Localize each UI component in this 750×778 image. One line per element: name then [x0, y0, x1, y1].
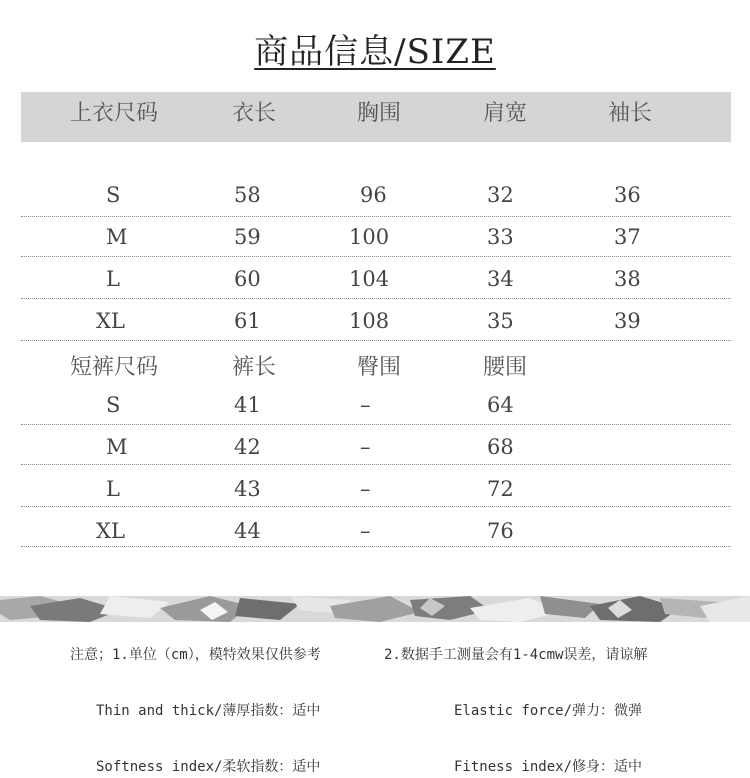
table-cell: L [106, 477, 120, 501]
table-cell: 108 [349, 309, 390, 333]
table-cell: 104 [349, 267, 390, 291]
table-cell: 76 [487, 519, 514, 543]
table-cell: S [106, 393, 121, 417]
row-divider [21, 506, 731, 507]
row-divider [21, 298, 731, 299]
table-cell: 64 [487, 393, 514, 417]
header-waist: 腰围 [483, 355, 528, 380]
header-chest: 胸围 [357, 101, 402, 126]
table-cell: 60 [234, 267, 261, 291]
table-cell: 72 [487, 477, 514, 501]
table-cell: 35 [487, 309, 514, 333]
header-length: 衣长 [232, 101, 277, 126]
header-hip: 臀围 [357, 355, 402, 380]
header-sleeve: 袖长 [608, 101, 653, 126]
header-top-size: 上衣尺码 [70, 101, 159, 126]
table-cell: M [106, 225, 128, 249]
camouflage-divider [0, 596, 750, 622]
header-shorts-size: 短裤尺码 [70, 355, 159, 380]
attr-thickness: Thin and thick/薄厚指数：适中 [96, 703, 321, 719]
table-cell: M [106, 435, 128, 459]
table-cell: S [106, 183, 121, 207]
table-cell: XL [96, 519, 125, 543]
table-cell: 96 [360, 183, 387, 207]
row-divider [21, 340, 731, 341]
attr-elastic: Elastic force/弹力：微弹 [454, 703, 643, 719]
table-cell: 61 [234, 309, 261, 333]
attr-softness: Softness index/柔软指数：适中 [96, 759, 321, 775]
table-cell: 37 [614, 225, 641, 249]
table-cell: 68 [487, 435, 514, 459]
table-cell: 58 [234, 183, 261, 207]
table-cell: – [360, 519, 371, 543]
table-cell: 36 [614, 183, 641, 207]
note-measurement-error: 2.数据手工测量会有1-4cmw误差，请谅解 [384, 647, 648, 663]
table-cell: 100 [349, 225, 390, 249]
table-cell: 42 [234, 435, 261, 459]
row-divider [21, 256, 731, 257]
table-cell: XL [96, 309, 125, 333]
table-cell: – [360, 393, 371, 417]
header-shoulder: 肩宽 [483, 101, 528, 126]
table-cell: – [360, 435, 371, 459]
page-title: 商品信息/SIZE [254, 32, 496, 72]
attr-fitness: Fitness index/修身：适中 [454, 759, 643, 775]
table-cell: 34 [487, 267, 514, 291]
table-cell: 43 [234, 477, 261, 501]
row-divider [21, 546, 731, 547]
table-cell: 33 [487, 225, 514, 249]
table-cell: L [106, 267, 120, 291]
table-cell: 44 [234, 519, 261, 543]
table-cell: 38 [614, 267, 641, 291]
table-cell: 41 [234, 393, 261, 417]
table-cell: 39 [614, 309, 641, 333]
row-divider [21, 424, 731, 425]
header-pants-length: 裤长 [232, 355, 277, 380]
table-cell: 32 [487, 183, 514, 207]
table-cell: 59 [234, 225, 261, 249]
row-divider [21, 216, 731, 217]
note-units: 注意；1.单位（cm），模特效果仅供参考 [70, 647, 321, 663]
table-cell: – [360, 477, 371, 501]
row-divider [21, 464, 731, 465]
